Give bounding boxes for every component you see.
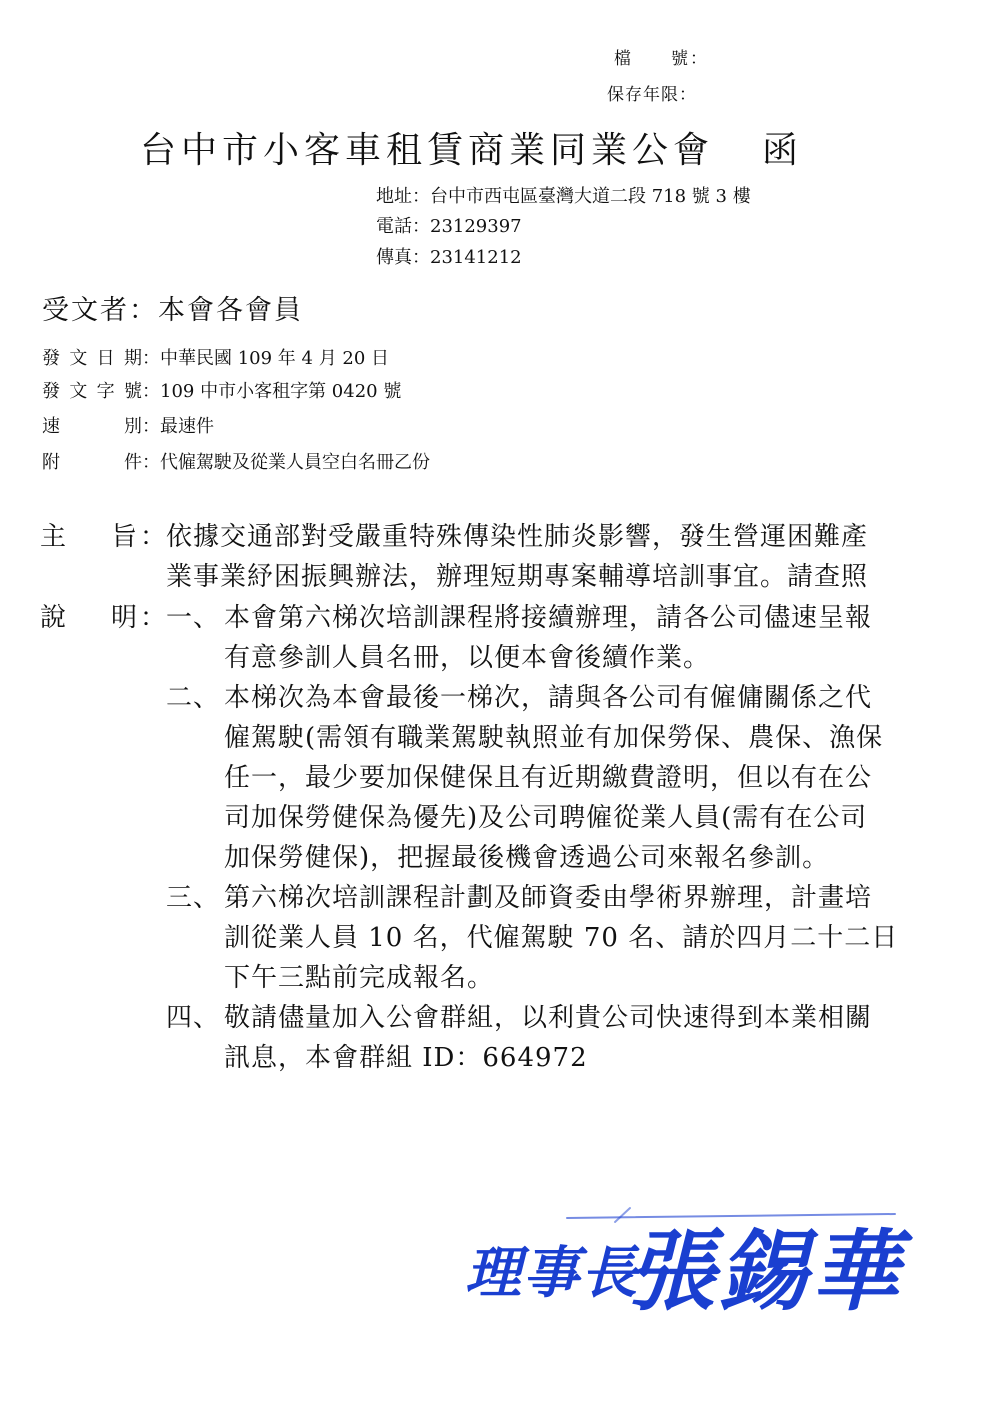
address: 地址：台中市西屯區臺灣大道二段 718 號 3 樓 bbox=[376, 186, 751, 207]
signature-title-text: 理事長 bbox=[465, 1241, 639, 1306]
urgency-row bbox=[42, 412, 214, 438]
explanation-colon: ： bbox=[140, 603, 168, 633]
item-line: 僱駕駛(需領有職業駕駛執照並有加保勞保、農保、漁保 bbox=[224, 723, 884, 753]
reference-number-label: 發文字號 bbox=[42, 381, 142, 402]
reference-number-value: ：109 中市小客租字第 0420 號 bbox=[142, 381, 402, 402]
chairman-signature-stamp bbox=[455, 1200, 925, 1330]
item-line: 敬請儘量加入公會群組，以利貴公司快速得到本業相關 bbox=[224, 1003, 873, 1033]
subject-line: 業事業紓困振興辦法，辦理短期專案輔導培訓事宜。請查照 bbox=[166, 562, 869, 592]
issue-date-row bbox=[42, 344, 389, 370]
document-title: 台中市小客車租賃商業同業公會 bbox=[140, 130, 715, 171]
item-line: 司加保勞健保為優先)及公司聘僱從業人員(需有在公司 bbox=[224, 803, 868, 833]
file-number-label: 檔 號： bbox=[614, 49, 709, 69]
item-number: 四、 bbox=[166, 1003, 221, 1033]
issue-date-label: 發文日期 bbox=[42, 348, 142, 369]
issue-date-value: ：中華民國 109 年 4 月 20 日 bbox=[142, 348, 390, 369]
recipient: 受文者：本會各會員 bbox=[42, 295, 303, 326]
subject-label: 主旨 bbox=[40, 522, 138, 552]
item-line: 本會第六梯次培訓課程將接續辦理，請各公司儘速呈報 bbox=[224, 603, 873, 633]
attachment-row bbox=[42, 448, 430, 474]
item-number: 一、 bbox=[166, 603, 221, 633]
item-line: 下午三點前完成報名。 bbox=[224, 963, 495, 993]
subject-colon: ： bbox=[140, 522, 168, 552]
document-type: 函 bbox=[762, 130, 799, 171]
reference-number-row bbox=[42, 377, 401, 403]
item-line: 第六梯次培訓課程計劃及師資委由學術界辦理，計畫培 bbox=[224, 883, 873, 913]
explanation-label: 說明 bbox=[40, 603, 138, 633]
item-number: 三、 bbox=[166, 883, 221, 913]
item-line: 任一，最少要加保健保且有近期繳費證明，但以有在公 bbox=[224, 763, 873, 793]
telephone: 電話：23129397 bbox=[376, 216, 522, 237]
item-line: 訊息，本會群組 ID：664972 bbox=[224, 1043, 588, 1073]
fax: 傳真：23141212 bbox=[376, 247, 522, 268]
item-line: 加保勞健保)，把握最後機會透過公司來報名參訓。 bbox=[224, 843, 830, 873]
urgency-label: 速別 bbox=[42, 416, 142, 437]
item-line: 訓從業人員 10 名，代僱駕駛 70 名、請於四月二十二日 bbox=[224, 923, 899, 953]
attachment-value: ：代僱駕駛及從業人員空白名冊乙份 bbox=[142, 452, 430, 473]
attachment-label: 附件 bbox=[42, 452, 142, 473]
retention-period-label: 保存年限： bbox=[607, 85, 697, 105]
urgency-value: ：最速件 bbox=[142, 416, 214, 437]
subject-line: 依據交通部對受嚴重特殊傳染性肺炎影響，發生營運困難產 bbox=[166, 522, 869, 552]
signature-name-text: 張錫華 bbox=[627, 1220, 904, 1323]
item-line: 本梯次為本會最後一梯次，請與各公司有僱傭關係之代 bbox=[224, 683, 873, 713]
item-number: 二、 bbox=[166, 683, 221, 713]
item-line: 有意參訓人員名冊，以便本會後續作業。 bbox=[224, 643, 711, 673]
